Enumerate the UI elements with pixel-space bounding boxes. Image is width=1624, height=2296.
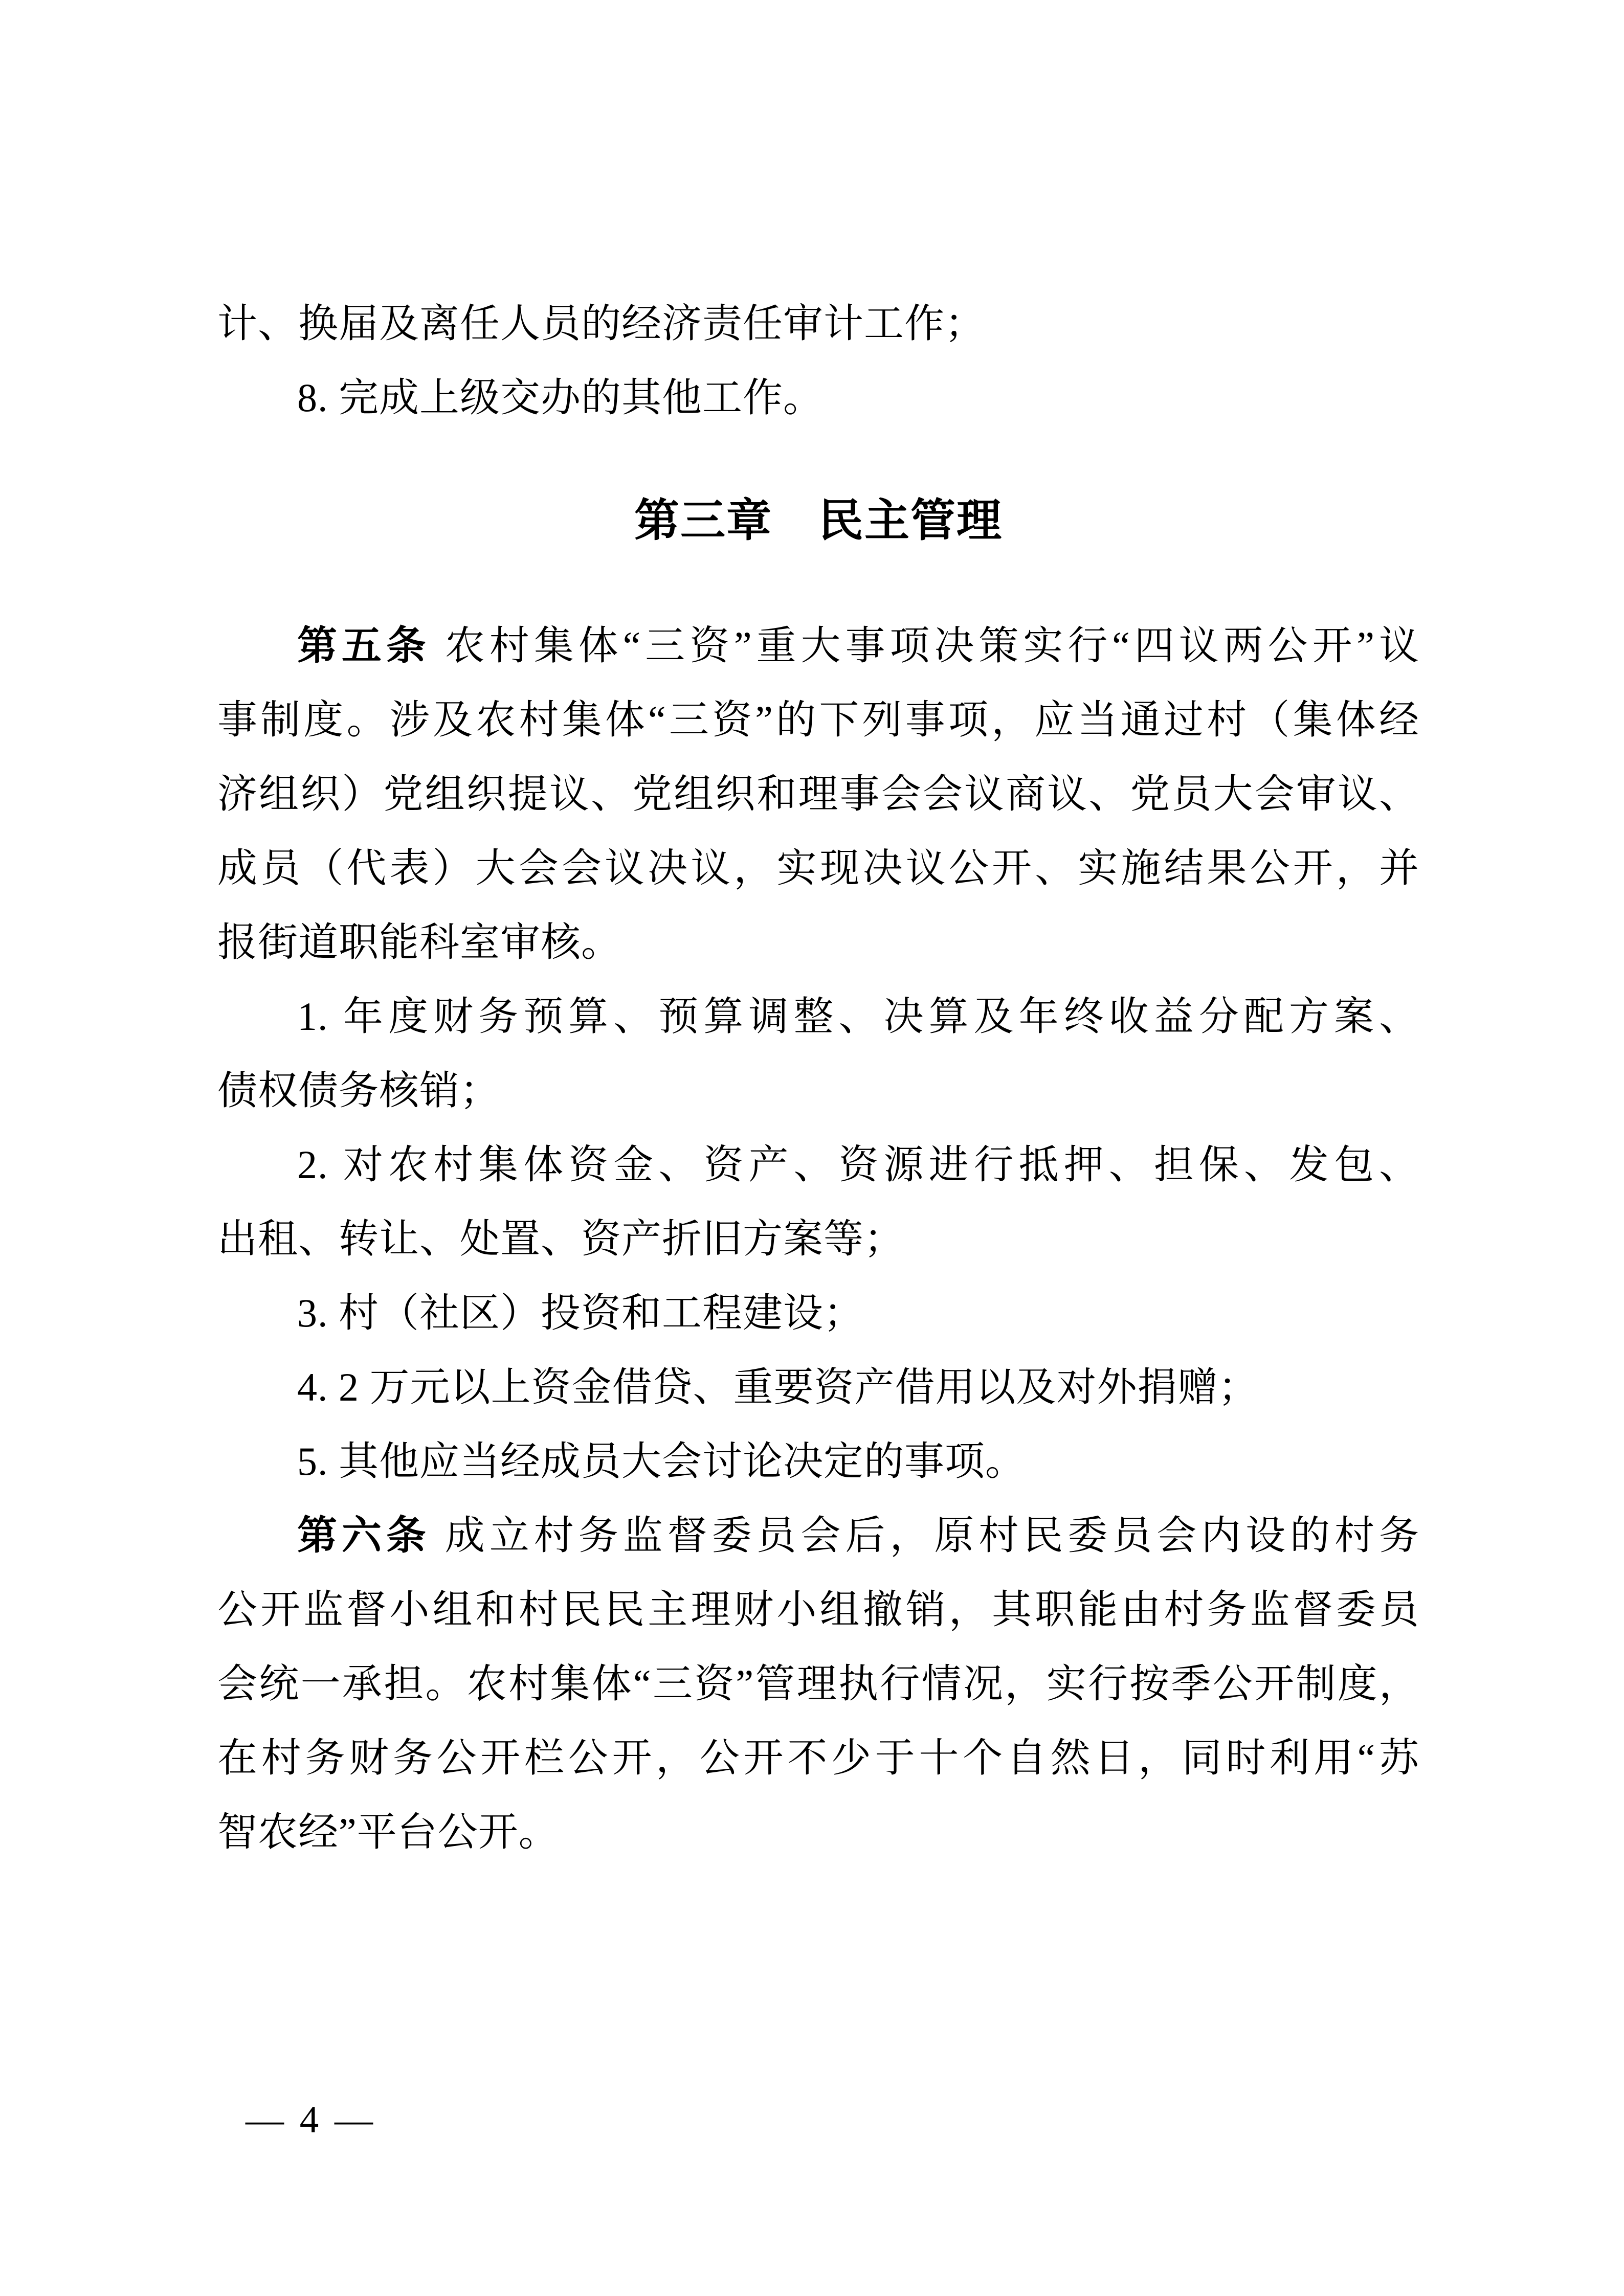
chapter-heading: 第三章 民主管理 — [634, 495, 1003, 546]
paragraph-block-top — [217, 286, 1419, 435]
article-number: 第六条 — [297, 1513, 431, 1558]
text-line: 4. 2 万元以上资金借贷、重要资产借用以及对外捐赠； — [297, 1365, 1259, 1409]
text-line: 2. 对农村集体资金、资产、资源进行抵押、担保、发包、 — [297, 1142, 1419, 1187]
text-line: 报街道职能科室审核。 — [217, 920, 622, 964]
text-line: 第六条 成立村务监督委员会后，原村民委员会内设的村务 — [297, 1513, 1419, 1558]
text-line: 济组织）党组织提议、党组织和理事会会议商议、党员大会审议、 — [217, 772, 1419, 816]
text-line: 会统一承担。农村集体“三资”管理执行情况，实行按季公开制度， — [217, 1661, 1419, 1706]
document-body — [217, 286, 1419, 1869]
paragraph-block-main — [217, 609, 1419, 1869]
text-line: 1. 年度财务预算、预算调整、决算及年终收益分配方案、 — [297, 994, 1419, 1039]
text-line: 计、换届及离任人员的经济责任审计工作； — [217, 301, 986, 346]
text-line: 事制度。涉及农村集体“三资”的下列事项，应当通过村（集体经 — [217, 697, 1419, 742]
text-line: 公开监督小组和村民民主理财小组撤销，其职能由村务监督委员 — [217, 1587, 1419, 1632]
page-number: — 4 — — [246, 2099, 376, 2141]
text-line: 8. 完成上级交办的其他工作。 — [297, 375, 824, 420]
text-line: 智农经”平台公开。 — [217, 1810, 559, 1854]
text-line: 3. 村（社区）投资和工程建设； — [297, 1291, 864, 1335]
article-number: 第五条 — [297, 623, 431, 668]
text-line: 成员（代表）大会会议决议，实现决议公开、实施结果公开，并 — [217, 846, 1419, 890]
text-line: 债权债务核销； — [217, 1068, 501, 1113]
text-line: 5. 其他应当经成员大会讨论决定的事项。 — [297, 1439, 1026, 1483]
text-line: 出租、转让、处置、资产折旧方案等； — [217, 1217, 905, 1261]
text-line: 第五条 农村集体“三资”重大事项决策实行“四议两公开”议 — [297, 623, 1419, 668]
text-line: 在村务财务公开栏公开，公开不少于十个自然日，同时利用“苏 — [217, 1736, 1419, 1780]
